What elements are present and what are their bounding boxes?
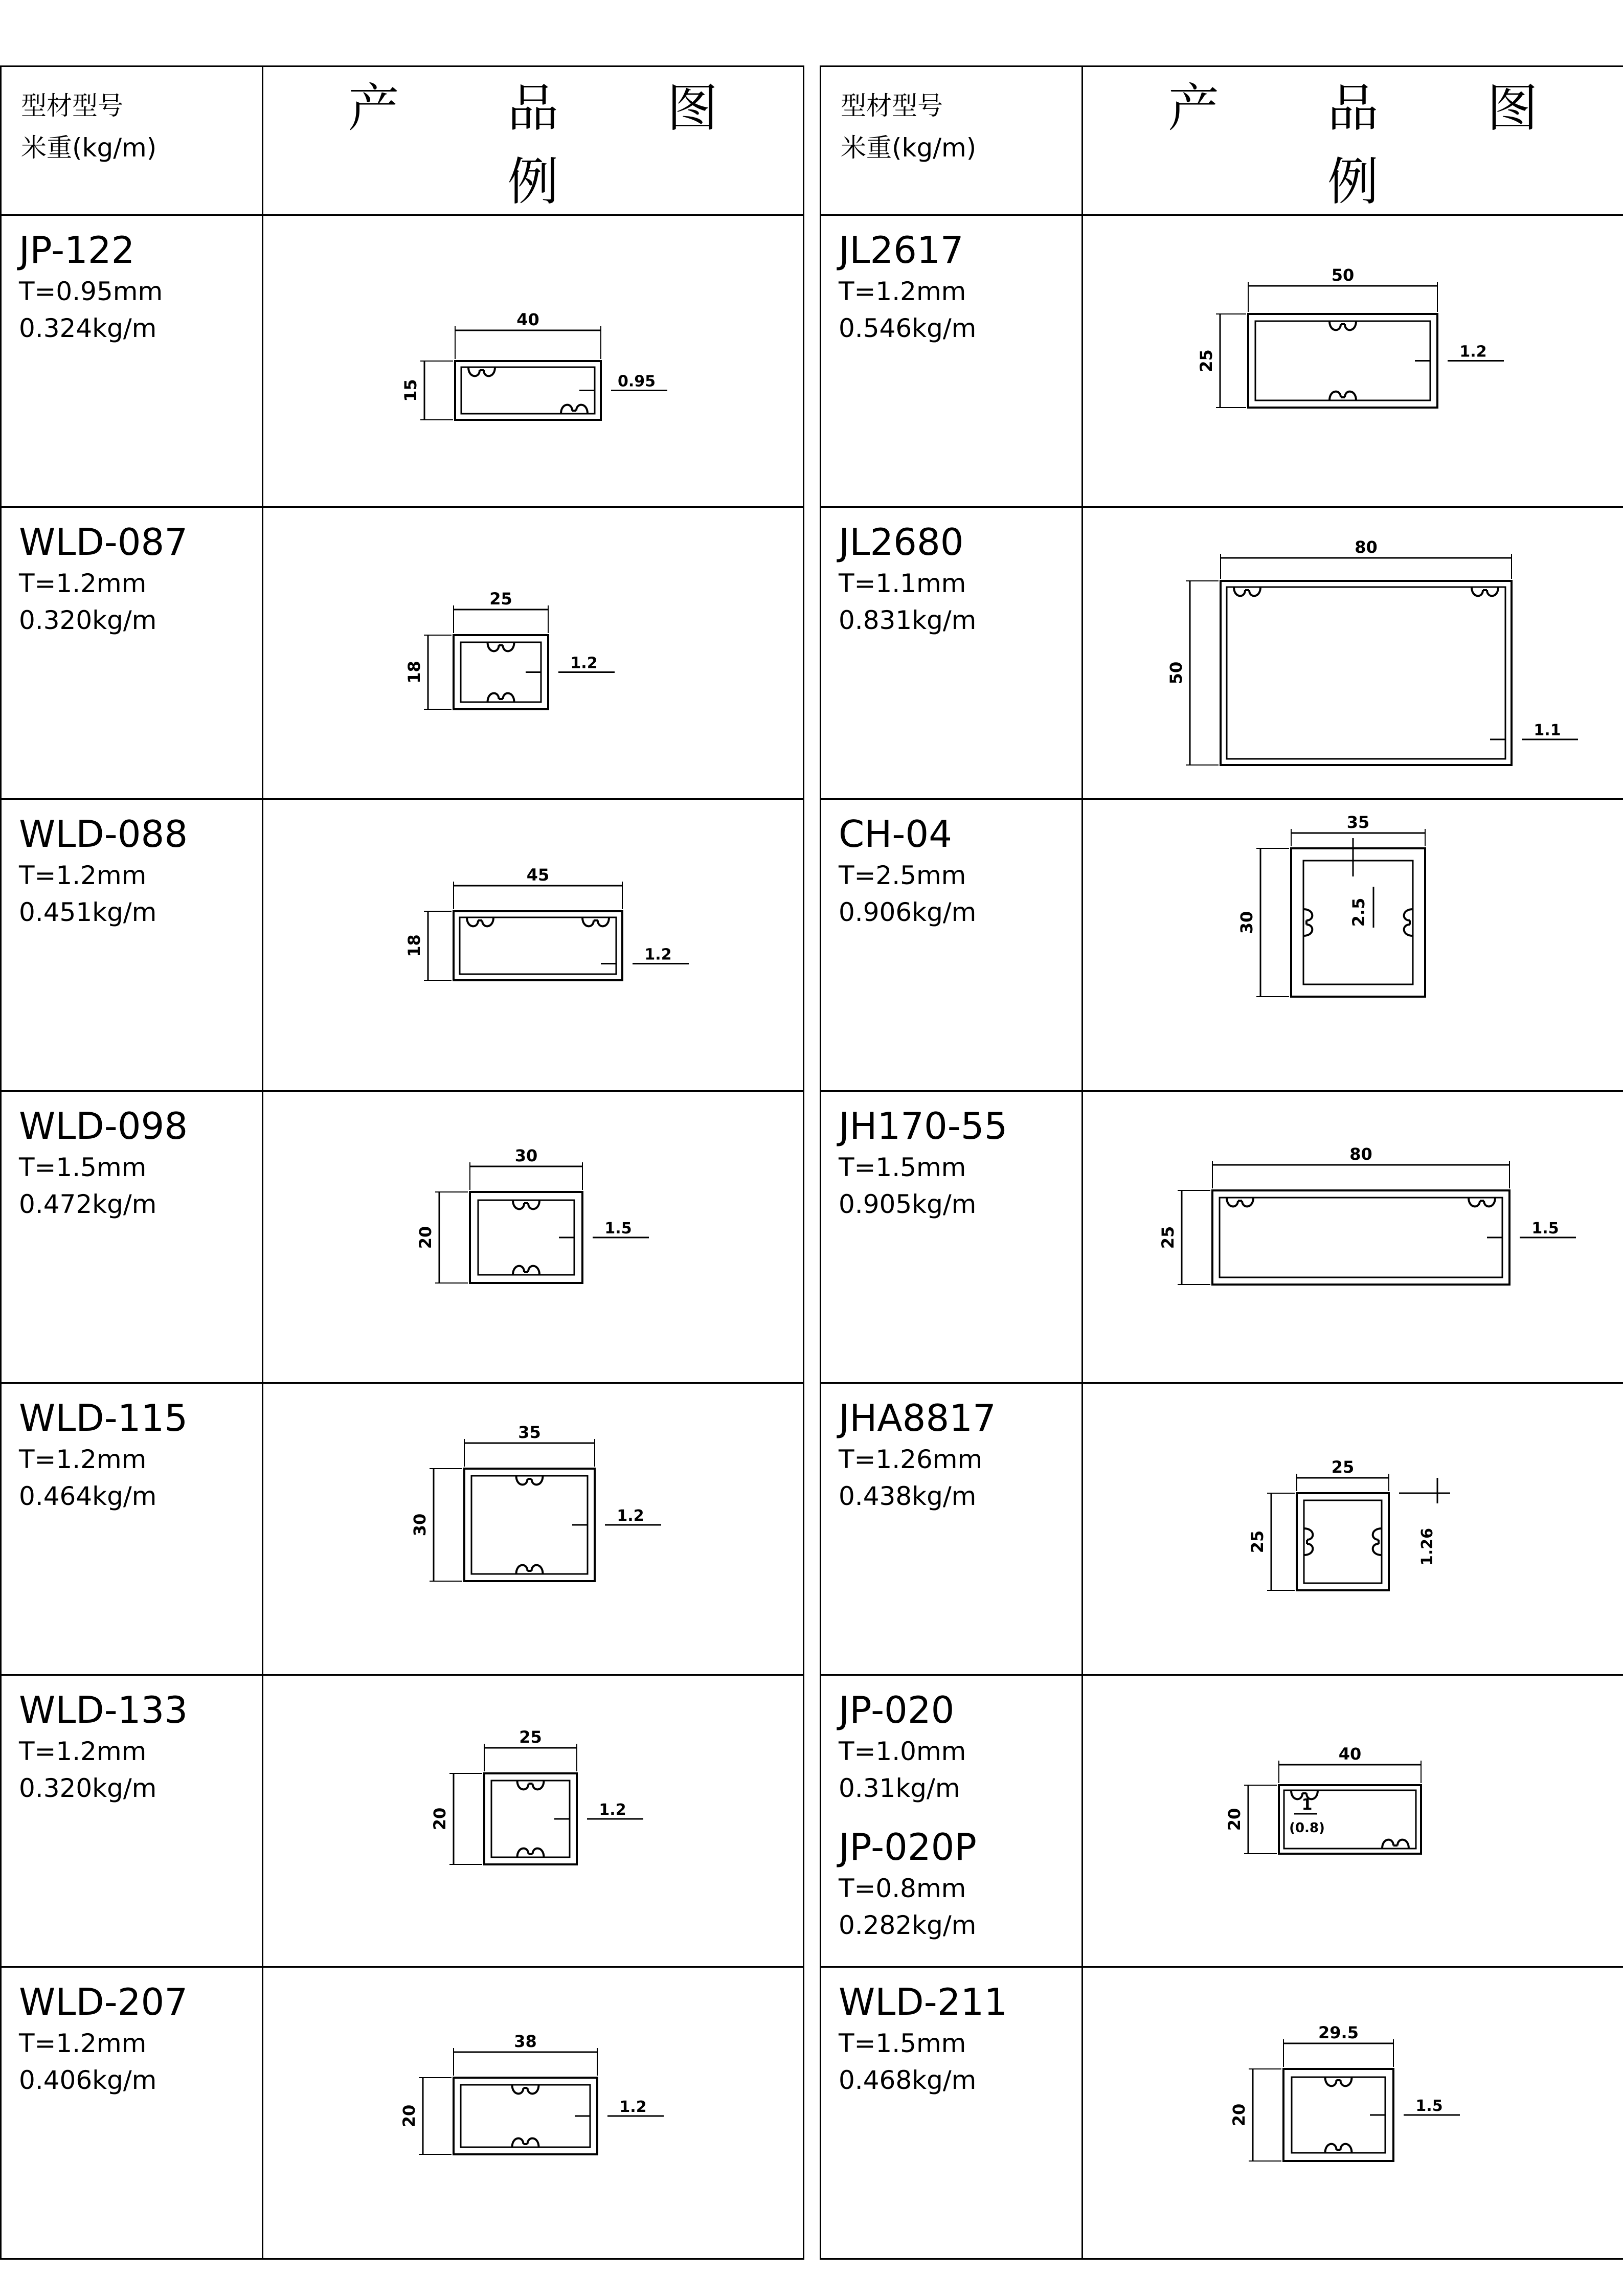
thickness-label: 1 <box>1301 1796 1313 1814</box>
drawing-cell <box>1083 1967 1623 2259</box>
header-label-line2: 米重(kg/m) <box>21 133 157 163</box>
width-label: 80 <box>1355 537 1378 557</box>
profile-code: WLD-211 <box>839 1980 1008 2023</box>
thickness-spec: T=1.1mm <box>839 569 966 598</box>
profile-code: JP-020 <box>839 1689 955 1731</box>
profile-code: JL2680 <box>839 521 964 564</box>
height-label: 18 <box>404 934 424 957</box>
slot-notch <box>516 1565 543 1574</box>
header-label-cell <box>821 66 1083 215</box>
profile-drawing <box>1083 1092 1621 1381</box>
weight-spec: 0.468kg/m <box>839 2065 977 2095</box>
thickness-label: 1.2 <box>644 946 672 964</box>
table-row <box>821 507 1623 799</box>
weight-spec: 0.464kg/m <box>19 1481 157 1511</box>
thickness-label: 1.1 <box>1534 722 1561 739</box>
profile-code: CH-04 <box>839 813 953 856</box>
slot-notch <box>1325 2144 1352 2153</box>
slot-notch <box>1472 587 1498 596</box>
width-label: 40 <box>516 310 539 329</box>
info-cell <box>1 1967 263 2259</box>
profile-drawing <box>1083 1968 1621 2257</box>
thickness-spec: T=1.2mm <box>839 277 966 306</box>
left-table <box>0 65 804 2260</box>
profile-outer-wall <box>1297 1493 1389 1590</box>
drawing-cell <box>1083 1675 1623 1967</box>
slot-notch <box>1329 321 1356 330</box>
table-row <box>1 1967 804 2259</box>
profile-code: WLD-087 <box>19 521 188 564</box>
weight-spec: 0.906kg/m <box>839 897 977 927</box>
width-label: 35 <box>1346 813 1370 832</box>
profile-drawing <box>1083 216 1621 505</box>
profile-code: WLD-088 <box>19 813 188 856</box>
header-label-line2: 米重(kg/m) <box>841 133 977 163</box>
slot-notch <box>1303 909 1312 936</box>
height-label: 15 <box>401 379 420 402</box>
width-label: 40 <box>1338 1744 1362 1764</box>
header-title: 产 品 图 例 <box>1083 66 1623 215</box>
width-label: 35 <box>518 1423 541 1442</box>
table-row <box>821 1967 1623 2259</box>
thickness-spec: T=0.8mm <box>839 1874 966 1903</box>
weight-spec: 0.324kg/m <box>19 313 157 343</box>
profile-drawing <box>1083 508 1621 797</box>
thickness-spec: T=1.0mm <box>839 1737 966 1766</box>
table-row <box>1 1091 804 1383</box>
height-label: 20 <box>399 2104 419 2128</box>
profile-code: JL2617 <box>839 229 964 272</box>
thickness-label: 0.95 <box>617 372 656 391</box>
width-label: 38 <box>514 2032 537 2051</box>
profile-code: WLD-098 <box>19 1105 188 1147</box>
width-label: 80 <box>1349 1144 1372 1164</box>
slot-notch <box>468 367 495 376</box>
drawing-cell <box>1083 1091 1623 1383</box>
slot-notch <box>1469 1198 1495 1206</box>
drawing-cell <box>263 1967 804 2259</box>
thickness-spec: T=1.5mm <box>839 1153 966 1182</box>
slot-notch <box>517 1781 544 1789</box>
table-row <box>1 215 804 507</box>
table-row <box>1 507 804 799</box>
slot-notch <box>516 1476 543 1484</box>
info-cell <box>821 1091 1083 1383</box>
thickness-label: 1.5 <box>1415 2097 1443 2115</box>
profile-drawing <box>263 1384 801 1673</box>
profile-inner-wall <box>461 2085 590 2147</box>
profile-drawing <box>1083 1384 1621 1673</box>
height-label: 20 <box>1229 2103 1249 2127</box>
table-row <box>821 1675 1623 1967</box>
slot-notch <box>512 2085 539 2094</box>
thickness-label: 1.2 <box>599 1801 626 1819</box>
info-cell <box>1 799 263 1091</box>
thickness-spec: T=1.26mm <box>839 1445 983 1474</box>
thickness-label: 1.2 <box>570 654 598 672</box>
profile-inner-wall <box>1220 1198 1502 1277</box>
thickness-label: 1.2 <box>1459 343 1487 361</box>
drawing-cell <box>263 215 804 507</box>
height-label: 20 <box>430 1807 449 1831</box>
profile-drawing <box>263 1676 801 1965</box>
profile-drawing <box>1083 1676 1621 1965</box>
drawing-cell <box>263 1383 804 1675</box>
profile-code: JHA8817 <box>839 1397 996 1439</box>
header-label-line1: 型材型号 <box>21 91 123 121</box>
drawing-cell <box>263 507 804 799</box>
info-cell <box>821 215 1083 507</box>
height-label: 30 <box>1237 911 1256 934</box>
profile-drawing <box>263 1092 801 1381</box>
header-title: 产 品 图 例 <box>263 66 804 215</box>
info-cell <box>821 507 1083 799</box>
weight-spec: 0.905kg/m <box>839 1189 977 1219</box>
width-label: 45 <box>526 865 550 885</box>
info-cell <box>821 1383 1083 1675</box>
profile-drawing <box>263 1968 801 2257</box>
table-row <box>1 1675 804 1967</box>
table-row <box>1 799 804 1091</box>
profile-outer-wall <box>1212 1190 1509 1285</box>
drawing-cell <box>263 799 804 1091</box>
profile-code: JP-020P <box>839 1826 977 1869</box>
profile-inner-wall <box>1227 587 1505 759</box>
height-label: 25 <box>1158 1226 1178 1249</box>
slot-notch <box>1304 1528 1313 1555</box>
profile-code: JP-122 <box>19 229 135 272</box>
thickness-spec: T=1.2mm <box>19 569 147 598</box>
weight-spec: 0.320kg/m <box>19 1773 157 1803</box>
thickness-spec: T=1.2mm <box>19 1737 147 1766</box>
profile-outer-wall <box>1221 581 1512 765</box>
profile-drawing <box>263 216 801 505</box>
thickness-spec: T=1.2mm <box>19 2029 147 2058</box>
profile-code: WLD-115 <box>19 1397 188 1439</box>
weight-spec: 0.320kg/m <box>19 605 157 635</box>
width-label: 25 <box>519 1727 542 1747</box>
slot-notch <box>561 405 588 414</box>
drawing-cell <box>1083 215 1623 507</box>
slot-notch <box>1373 1528 1382 1555</box>
drawing-cell <box>1083 799 1623 1091</box>
weight-spec: 0.472kg/m <box>19 1189 157 1219</box>
profile-outer-wall <box>455 361 601 420</box>
thickness-spec: T=1.5mm <box>839 2029 966 2058</box>
height-label: 25 <box>1248 1530 1267 1554</box>
slot-notch <box>1382 1840 1409 1849</box>
slot-notch <box>1227 1198 1253 1206</box>
slot-notch <box>513 1200 539 1209</box>
info-cell <box>821 799 1083 1091</box>
profile-inner-wall <box>460 917 616 974</box>
profile-drawing <box>263 800 801 1089</box>
thickness-label: 1.5 <box>1531 1220 1559 1237</box>
weight-spec: 0.282kg/m <box>839 1910 977 1940</box>
width-label: 25 <box>489 589 512 609</box>
profile-inner-wall <box>1255 321 1430 400</box>
info-cell <box>1 1383 263 1675</box>
info-cell <box>1 1091 263 1383</box>
info-cell <box>1 507 263 799</box>
info-cell <box>1 1675 263 1967</box>
height-label: 20 <box>1225 1808 1244 1831</box>
header-label-cell <box>1 66 263 215</box>
profile-code: JH170-55 <box>839 1105 1008 1147</box>
height-label: 50 <box>1166 661 1186 685</box>
drawing-cell <box>1083 1383 1623 1675</box>
weight-spec: 0.406kg/m <box>19 2065 157 2095</box>
table-row <box>821 1383 1623 1675</box>
slot-notch <box>1234 587 1260 596</box>
thickness-label: 2.5 <box>1349 897 1368 927</box>
slot-notch <box>488 693 514 702</box>
slot-notch <box>1329 392 1356 400</box>
thickness-spec: T=0.95mm <box>19 277 163 306</box>
width-label: 50 <box>1331 265 1355 285</box>
table-row <box>821 1091 1623 1383</box>
weight-spec: 0.546kg/m <box>839 313 977 343</box>
right-table <box>820 65 1623 2260</box>
profile-inner-wall <box>471 1476 588 1574</box>
profile-drawing <box>1083 800 1621 1089</box>
thickness-label: 1.2 <box>617 1507 644 1525</box>
weight-spec: 0.451kg/m <box>19 897 157 927</box>
thickness-spec: T=1.2mm <box>19 1445 147 1474</box>
height-label: 25 <box>1197 349 1216 372</box>
profile-code: WLD-207 <box>19 1980 188 2023</box>
profile-inner-wall <box>1304 1500 1382 1583</box>
profile-inner-wall <box>461 367 595 414</box>
slot-notch <box>582 917 609 926</box>
height-label: 18 <box>404 661 424 684</box>
thickness-label: 1.26 <box>1418 1527 1436 1566</box>
profile-code: WLD-133 <box>19 1689 188 1731</box>
drawing-cell <box>263 1091 804 1383</box>
slot-notch <box>512 2139 539 2147</box>
slot-notch <box>1404 909 1413 936</box>
slot-notch <box>467 917 493 926</box>
drawing-cell <box>1083 507 1623 799</box>
width-label: 29.5 <box>1318 2023 1359 2042</box>
thickness-spec: T=2.5mm <box>839 861 966 890</box>
weight-spec: 0.438kg/m <box>839 1481 977 1511</box>
thickness-label: 1.2 <box>619 2098 647 2116</box>
info-cell <box>821 1967 1083 2259</box>
width-label: 30 <box>514 1146 538 1165</box>
thickness-spec: T=1.5mm <box>19 1153 147 1182</box>
table-row <box>821 799 1623 1091</box>
header-label-line1: 型材型号 <box>841 91 943 121</box>
table-row <box>1 1383 804 1675</box>
weight-spec: 0.31kg/m <box>839 1773 960 1803</box>
slot-notch <box>1325 2077 1352 2086</box>
width-label: 25 <box>1331 1457 1355 1477</box>
profile-outer-wall <box>1279 1785 1421 1854</box>
slot-notch <box>513 1266 539 1275</box>
info-cell <box>1 215 263 507</box>
height-label: 20 <box>416 1226 435 1249</box>
table-row <box>821 215 1623 507</box>
slot-notch <box>488 642 514 651</box>
slot-notch <box>517 1849 544 1857</box>
weight-spec: 0.831kg/m <box>839 605 977 635</box>
height-label: 30 <box>410 1513 430 1537</box>
info-cell <box>821 1675 1083 1967</box>
drawing-cell <box>263 1675 804 1967</box>
thickness-label-alt: (0.8) <box>1289 1820 1325 1836</box>
thickness-label: 1.5 <box>604 1220 632 1237</box>
profile-drawing <box>263 508 801 797</box>
thickness-spec: T=1.2mm <box>19 861 147 890</box>
profile-outer-wall <box>1248 314 1437 408</box>
